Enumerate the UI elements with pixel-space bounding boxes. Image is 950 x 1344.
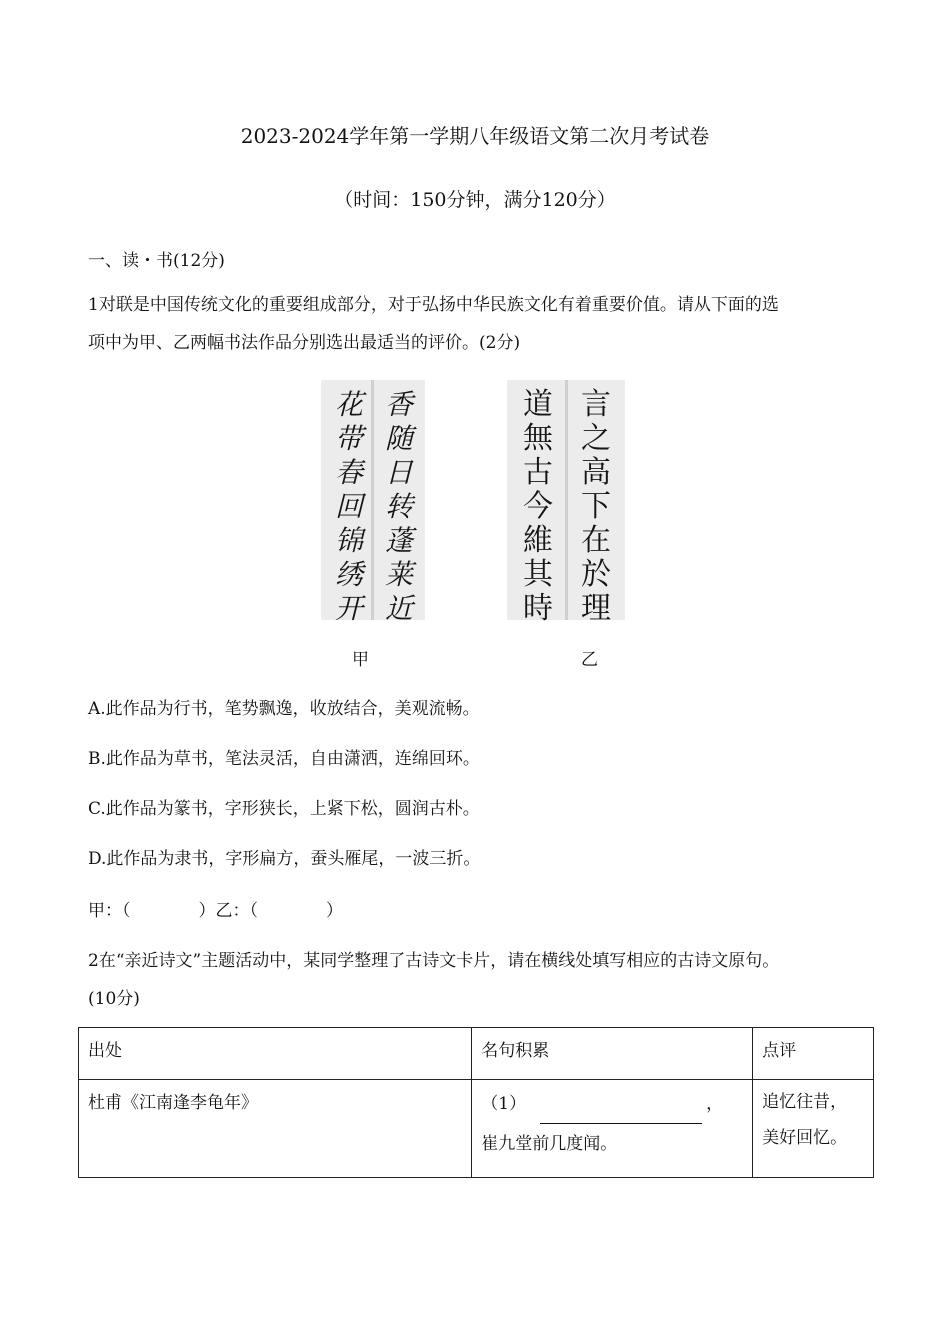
question-1-stem-line1: 1对联是中国传统文化的重要组成部分，对于弘扬中华民族文化有着重要价值。请从下面的选	[88, 295, 779, 315]
option-b: B.此作品为草书，笔法灵活，自由潇洒，连绵回环。	[88, 749, 480, 769]
calligraphy-character: 带	[334, 422, 363, 455]
calligraphy-yi-divider	[565, 380, 568, 620]
quote-cell	[472, 1080, 753, 1178]
quote-line1	[481, 1084, 743, 1124]
calligraphy-character: 绣	[334, 558, 363, 591]
calligraphy-character: 道	[523, 387, 553, 422]
calligraphy-character: 随	[384, 422, 413, 455]
calligraphy-character: 時	[523, 591, 553, 626]
calligraphy-character: 無	[523, 421, 553, 456]
calligraphy-character: 高	[581, 455, 611, 490]
option-a: A.此作品为行书，笔势飘逸，收放结合，美观流畅。	[88, 699, 480, 719]
quote-line2: 崔九堂前几度闻。	[481, 1134, 618, 1154]
calligraphy-yi-right-column	[569, 380, 623, 628]
question-1-stem-line2: 项中为甲、乙两幅书法作品分别选出最适当的评价。(2分)	[88, 333, 521, 353]
exam-subtitle: （时间：150分钟，满分120分）	[334, 189, 616, 211]
answer-line[interactable]: 甲：（ ）乙：（ ）	[88, 901, 343, 921]
calligraphy-character: 維	[523, 523, 553, 558]
section-heading: 一、读・书(12分)	[88, 251, 225, 271]
header-comment: 点评	[753, 1028, 874, 1080]
calligraphy-character: 言	[581, 387, 611, 422]
calligraphy-character: 回	[334, 490, 363, 523]
calligraphy-character: 今	[523, 489, 553, 524]
table-row	[79, 1080, 874, 1178]
question-2-stem	[88, 942, 878, 1018]
calligraphy-character: 其	[523, 557, 553, 592]
calligraphy-character: 转	[384, 490, 413, 523]
comment-cell	[753, 1080, 874, 1178]
calligraphy-jia-divider	[371, 380, 374, 620]
blank-number: （1）	[481, 1094, 527, 1114]
calligraphy-character: 下	[581, 489, 611, 524]
option-d: D.此作品为隶书，字形扁方，蚕头雁尾，一波三折。	[88, 849, 481, 869]
comment-line1: 追忆往昔，	[762, 1092, 848, 1112]
calligraphy-character: 理	[581, 591, 611, 626]
calligraphy-character: 开	[334, 592, 363, 625]
calligraphy-character: 香	[384, 388, 413, 421]
calligraphy-yi-left-column	[511, 380, 565, 628]
question-1-stem	[88, 286, 878, 362]
caption-jia: 甲	[352, 650, 369, 670]
exam-title: 2023-2024学年第一学期八年级语文第二次月考试卷	[240, 124, 710, 148]
option-c: C.此作品为篆书，字形狭长，上紧下松，圆润古朴。	[88, 799, 480, 819]
calligraphy-character: 古	[523, 455, 553, 490]
comment-line2: 美好回忆。	[762, 1128, 848, 1148]
calligraphy-yi-image	[507, 380, 625, 626]
calligraphy-character: 在	[581, 523, 611, 558]
calligraphy-jia-right-column	[377, 380, 421, 628]
poetry-card-table	[78, 1027, 874, 1178]
calligraphy-character: 近	[384, 592, 413, 625]
question-2-stem-line1: 2在“亲近诗文”主题活动中，某同学整理了古诗文卡片，请在横线处填写相应的古诗文原句。	[88, 951, 780, 971]
calligraphy-jia-left-column	[327, 380, 371, 628]
calligraphy-jia-image	[321, 380, 425, 625]
table-header-row	[79, 1028, 874, 1080]
calligraphy-character: 蓬	[384, 524, 413, 557]
calligraphy-character: 於	[581, 557, 611, 592]
question-2-stem-line2: (10分)	[88, 989, 140, 1009]
fill-in-blank[interactable]	[540, 1105, 702, 1124]
calligraphy-character: 锦	[334, 524, 363, 557]
blank-comma: ，	[706, 1094, 724, 1114]
source-cell: 杜甫《江南逢李龟年》	[79, 1080, 472, 1178]
calligraphy-character: 之	[581, 421, 611, 456]
header-quote: 名句积累	[472, 1028, 753, 1080]
calligraphy-character: 莱	[384, 558, 413, 591]
caption-yi: 乙	[581, 650, 598, 670]
calligraphy-character: 花	[334, 388, 363, 421]
header-source: 出处	[79, 1028, 472, 1080]
calligraphy-character: 春	[334, 456, 363, 489]
calligraphy-character: 日	[384, 456, 413, 489]
